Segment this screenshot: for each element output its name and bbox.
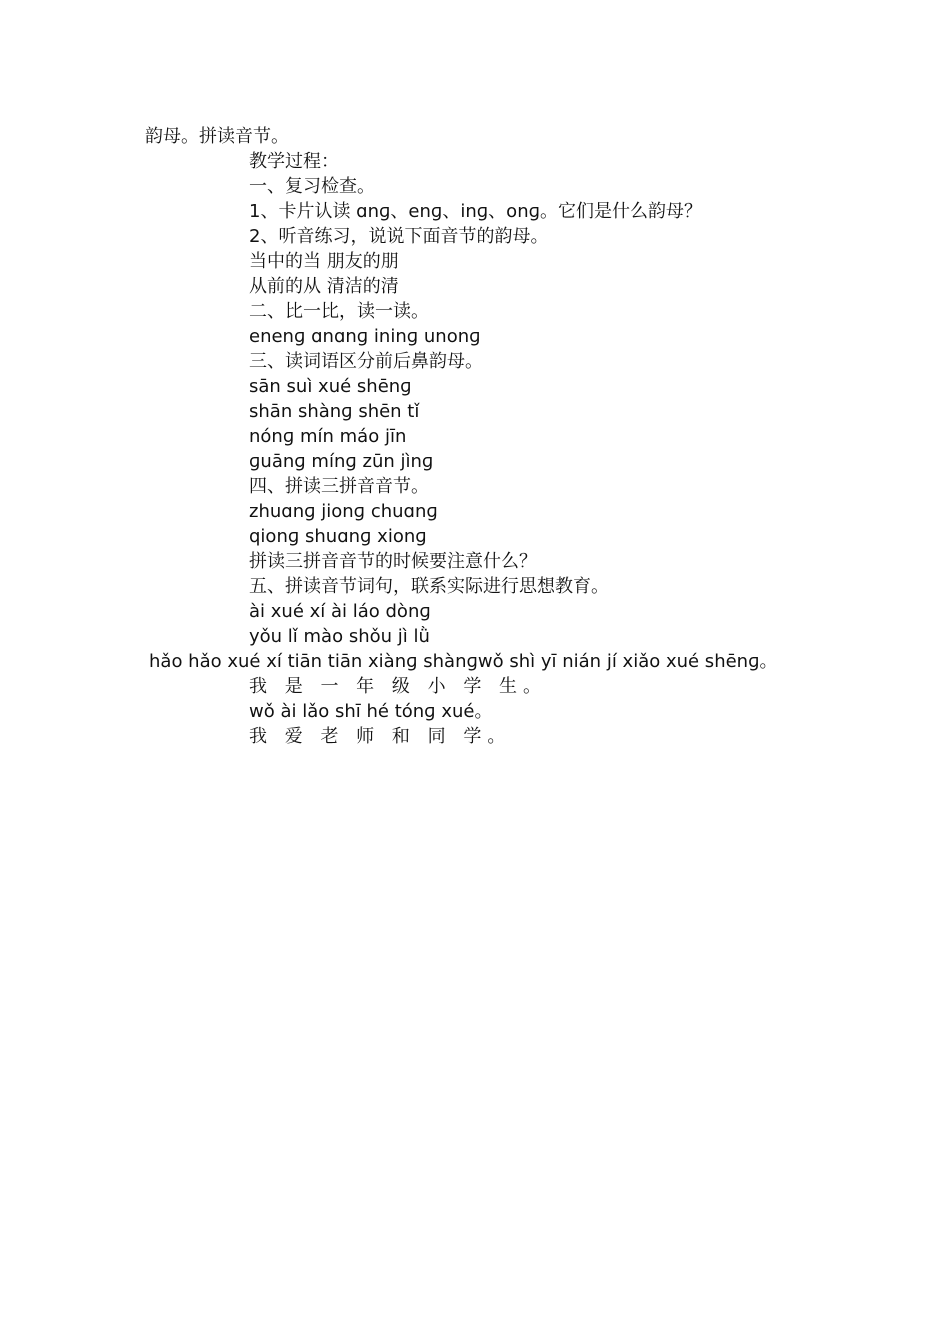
pinyin-paragraph xyxy=(41,649,825,674)
pinyin-line: nónɡ mín máo jīn xyxy=(249,426,407,447)
section-heading: 三、读词语区分前后鼻韵母。 xyxy=(249,351,483,372)
text-line: 我 是 一 年 级 小 学 生。 xyxy=(249,676,548,697)
text-line: 拼读三拼音音节的时候要注意什么？ xyxy=(249,551,537,572)
pinyin-line: wǒ ài lǎo shī hé tónɡ xué。 xyxy=(249,701,493,722)
section-heading: 教学过程： xyxy=(249,151,339,172)
text-line: 从前的从 清洁的清 xyxy=(249,276,399,297)
section-heading: 一、复习检查。 xyxy=(249,176,375,197)
text-line: 韵母。拼读音节。 xyxy=(145,126,289,147)
text-line: 我 爱 老 师 和 同 学。 xyxy=(249,726,512,747)
pinyin-line: sān suì xué shēnɡ xyxy=(249,376,412,397)
pinyin-line: yǒu lǐ mào shǒu jì lǜ xyxy=(249,626,430,647)
pinyin-line: zhuɑnɡ jionɡ chuɑnɡ xyxy=(249,501,438,522)
text-line: 2、听音练习，说说下面音节的韵母。 xyxy=(249,226,549,247)
pinyin-line: shān shànɡ shēn tǐ xyxy=(249,401,420,422)
section-heading: 二、比一比，读一读。 xyxy=(249,301,429,322)
section-heading: 四、拼读三拼音音节。 xyxy=(249,476,429,497)
pinyin-sentence: hǎo hǎo xué xí tiān tiān xiànɡ shànɡwǒ shì yī nián jí xiǎo xué shēnɡ。 xyxy=(149,651,778,672)
section-heading: 五、拼读音节词句，联系实际进行思想教育。 xyxy=(249,576,609,597)
pinyin-line: enenɡ ɑnɑnɡ ininɡ unonɡ xyxy=(249,326,481,347)
pinyin-line: qionɡ shuɑnɡ xionɡ xyxy=(249,526,427,547)
text-line: 当中的当 朋友的朋 xyxy=(249,251,399,272)
pinyin-line: ɡuānɡ mínɡ zūn jìnɡ xyxy=(249,451,434,472)
lesson-text xyxy=(145,124,825,749)
pinyin-line: ài xué xí ài láo dònɡ xyxy=(249,601,431,622)
text-line: 1、卡片认读 ɑnɡ、enɡ、inɡ、onɡ。它们是什么韵母？ xyxy=(249,201,703,222)
